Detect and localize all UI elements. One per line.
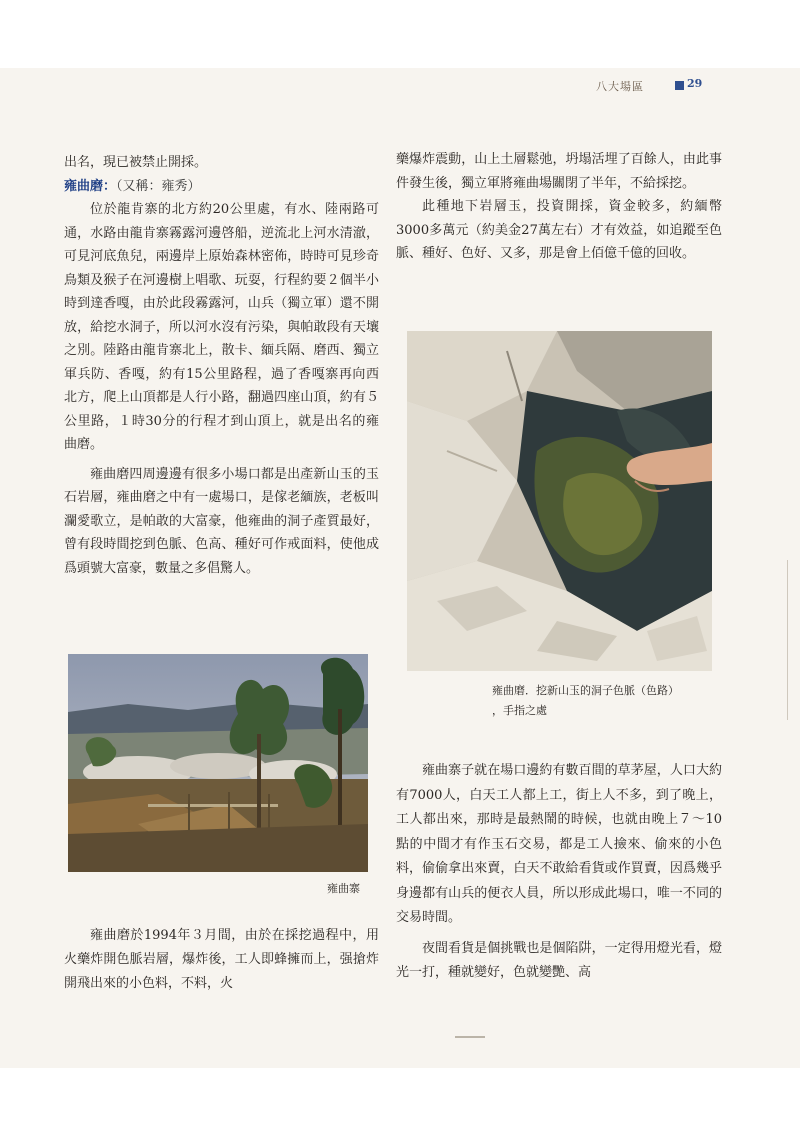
rock-photo-caption (492, 681, 679, 721)
subheading (64, 175, 379, 199)
right-column-upper (396, 148, 722, 266)
header-square-marker (675, 81, 684, 90)
rock-seam-photo (407, 331, 712, 671)
left-column-upper (64, 151, 379, 580)
left-paragraph-2: 雍曲磨四周邊邊有很多小場口都是出產新山玉的玉石岩層，雍曲磨之中有一處場口，是傢老緬族，老板叫瀾愛歌立，是帕敢的大富豪，他雍曲的洞子產質最好，曾有段時間挖到色脈、色高、種好可作戒面料，使他成爲頭號大富豪，數量之多倡驚人。 (64, 466, 379, 576)
right-paragraph-3: 雍曲寨子就在場口邊約有數百間的草茅屋，人口大約有7000人，白天工人都上工，街上人不多，到了晚上，工人都出來，那時是最熱鬧的時候，也就由晚上７～10點的中間才有作玉石交易，都是工人撿來、偷來的小色料，偷偷拿出來賣，白天不敢給看貨或作買賣，因爲幾乎身邊都有山兵的便衣人員，所以形成此場口，唯一不同的交易時間。 (396, 763, 722, 925)
page-edge-line (787, 560, 788, 720)
right-paragraph-4: 夜間看貨是個挑戰也是個陷阱，一定得用燈光看，燈光一打，種就變好，色就變艷、高 (396, 940, 722, 980)
subheading-alias: （又稱：雍秀） (116, 178, 201, 194)
scan-artifact (455, 1036, 485, 1038)
village-photo-caption: 雍曲寨 (327, 882, 360, 895)
subheading-name: 雍曲磨： (64, 178, 117, 194)
running-header-section: 八大場區 (596, 80, 644, 93)
rock-seam-photo-graphic (407, 331, 712, 671)
rock-caption-line-2: ，手指之處 (492, 704, 547, 717)
village-photo (68, 654, 368, 872)
left-paragraph-3: 雍曲磨於1994年３月間，由於在採挖過程中，用火藥炸開色脈岩層，爆炸後，工人即蜂擁而上，强搶炸開飛出來的小色料，不料，火 (64, 928, 379, 991)
village-photo-graphic (68, 654, 368, 872)
rock-caption-line-1: 雍曲磨．挖新山玉的洞子色脈（色路） (492, 684, 679, 697)
right-paragraph-2: 此種地下岩層玉，投資開採，資金較多，約緬幣3000多萬元（約美金27萬左右）才有效益，如追蹤至色脈、種好、色好、又多，那是會上佰億千億的回收。 (396, 199, 722, 261)
left-column-lower (64, 924, 379, 996)
page-number: 29 (687, 77, 703, 90)
left-paragraph-1: 位於龍肯寨的北方約20公里處，有水、陸兩路可通，水路由龍肯寨霧露河邊啓船，逆流北上河水清澈，可見河底魚兒，兩邊岸上原始森林密佈，時時可見珍奇鳥類及猴子在河邊樹上唱歌、玩耍，行程約要２個半小時到達香嘎，由於此段霧露河，山兵（獨立軍）還不開放，給挖水洞子，所以河水沒有污染，與帕敢段有天壤之別。陸路由龍肯寨北上，散卡、緬兵隔、磨西、獨立軍兵防、香嘎，約有15公里路程，過了香嘎寨再向西北方，爬上山頂都是人行小路，翻過四座山頂，約有５公里路，１時30分的行程才到山頂上，就是出名的雍曲磨。 (64, 202, 379, 452)
right-column-lower (396, 759, 722, 986)
left-line-top: 出名，現已被禁止開採。 (64, 155, 208, 170)
right-paragraph-1: 藥爆炸震動，山上土層鬆弛，坍塌活埋了百餘人，由此事件發生後，獨立軍將雍曲場關閉了半年，不給採挖。 (396, 152, 722, 191)
